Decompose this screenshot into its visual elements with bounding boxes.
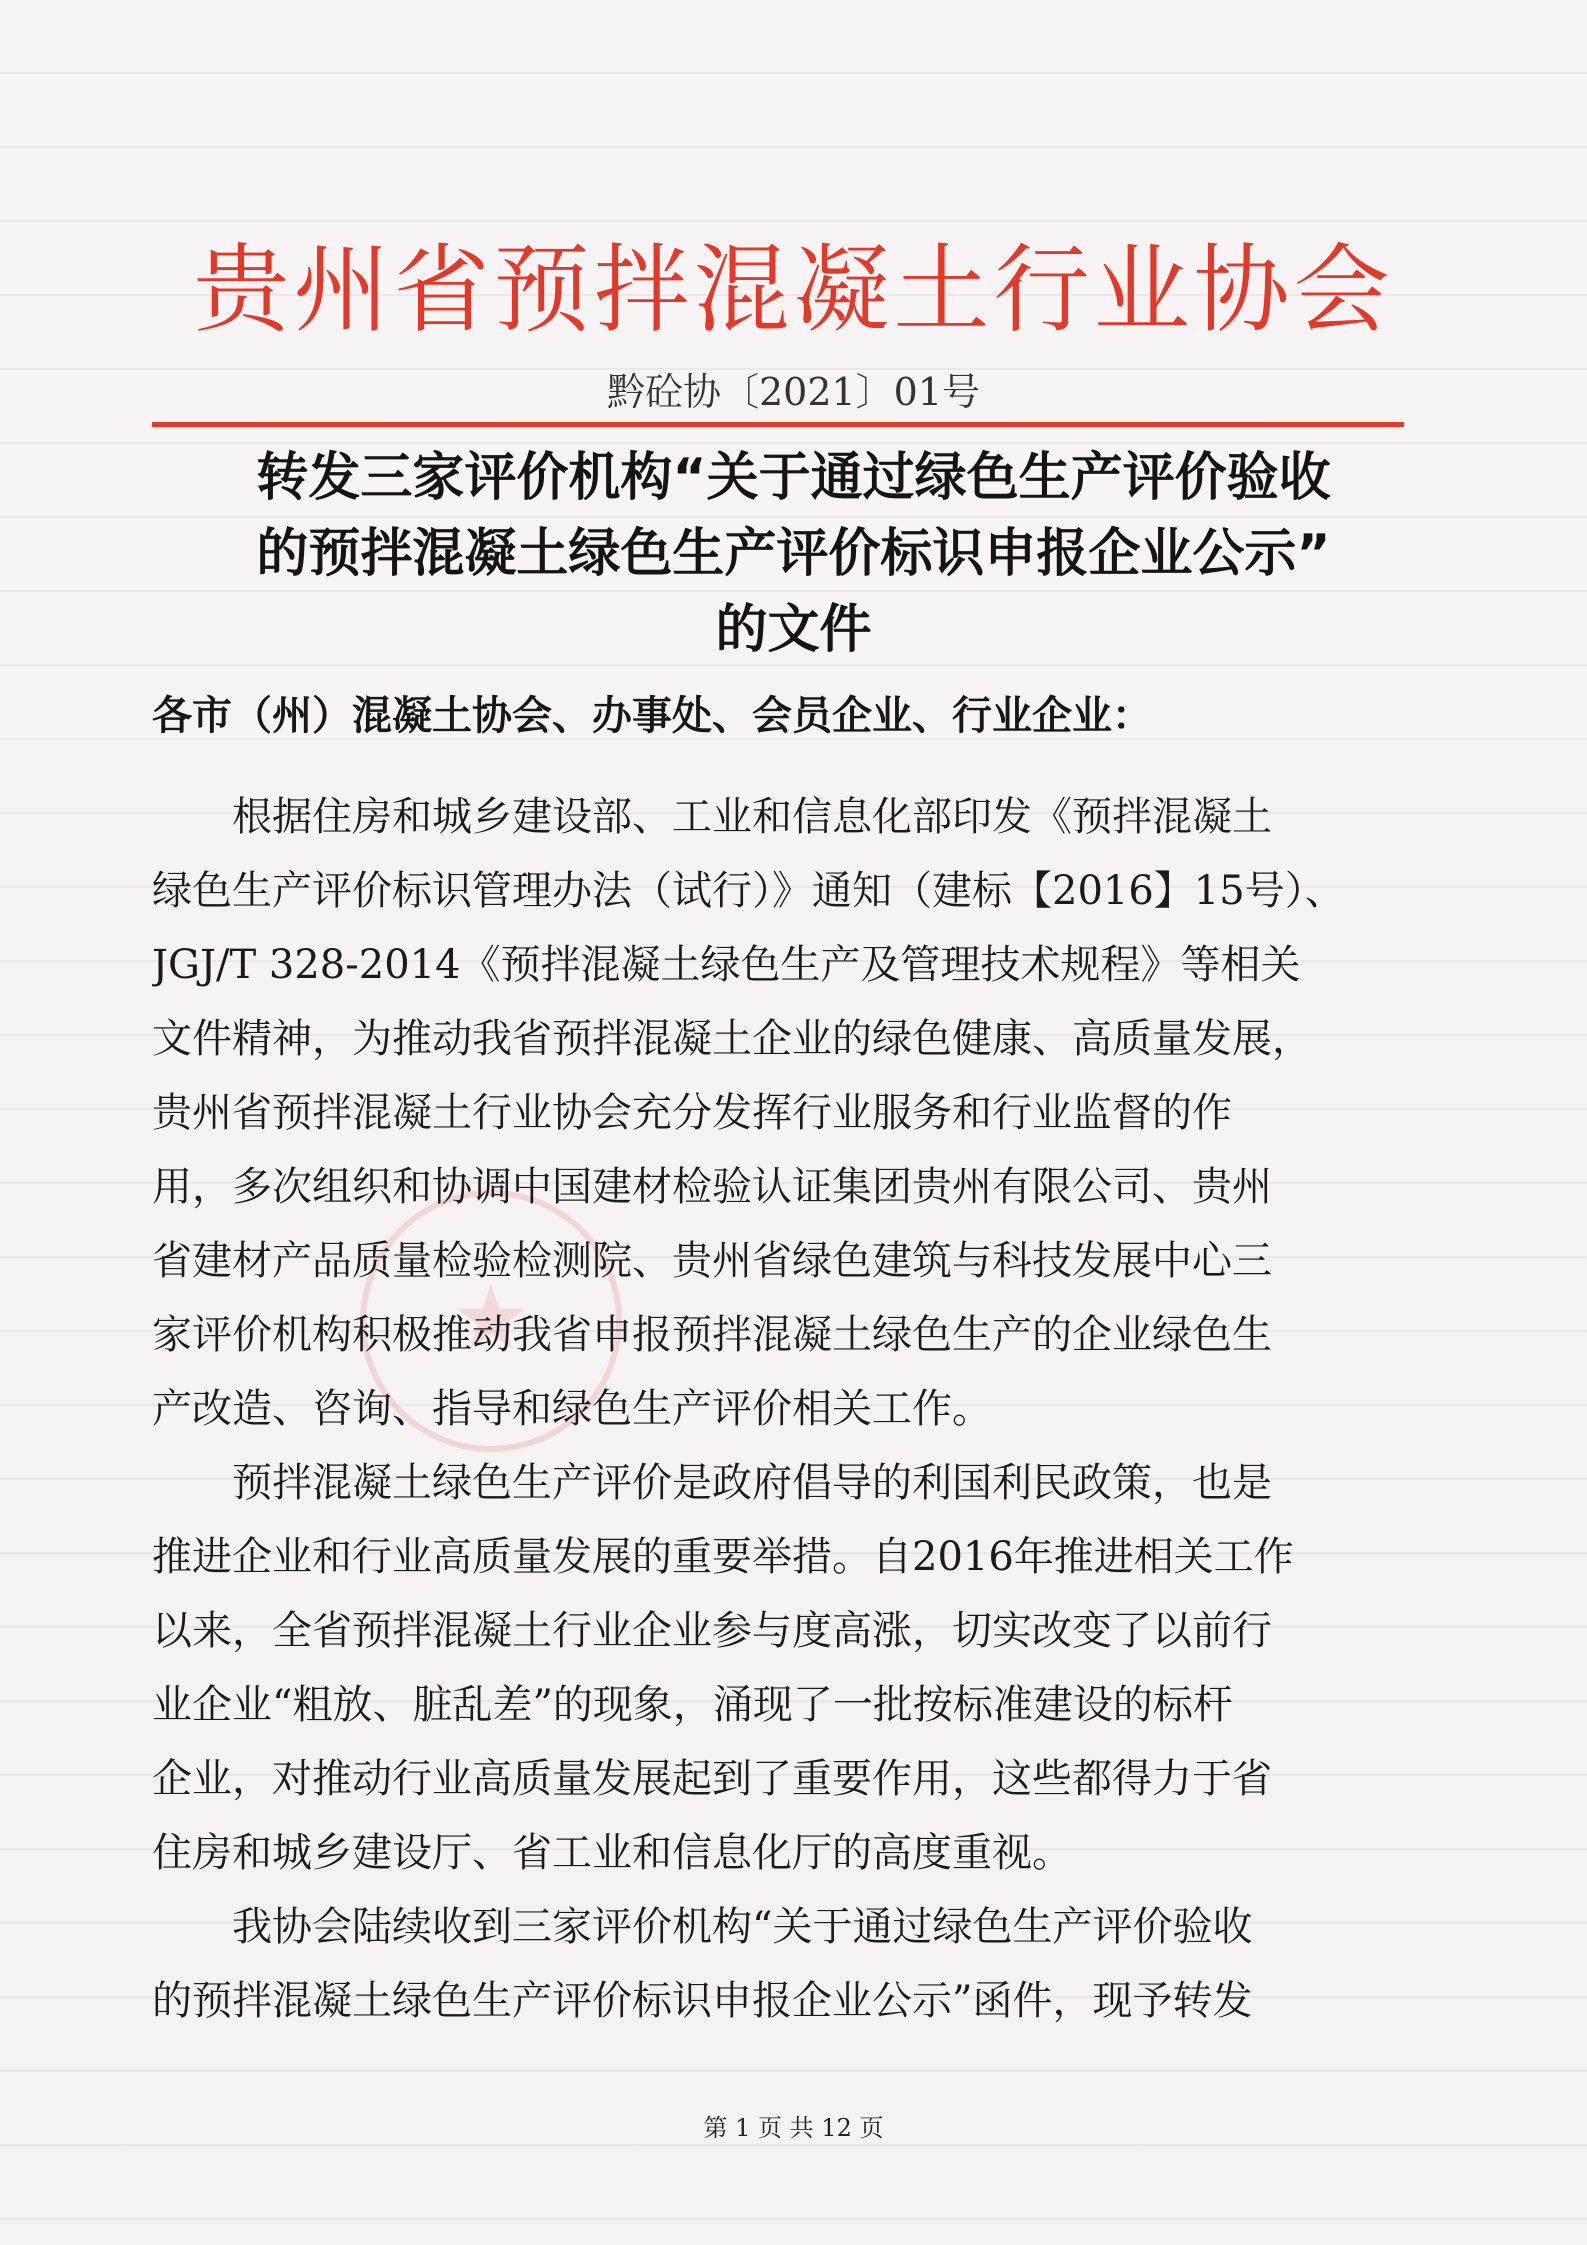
body-line: 业企业“粗放、脏乱差”的现象，涌现了一批按标准建设的标杆: [152, 1682, 1233, 1728]
body-line: 绿色生产评价标识管理办法（试行）》通知（建标【2016】15号）、: [152, 868, 1345, 914]
body-line: 文件精神，为推动我省预拌混凝土企业的绿色健康、高质量发展，: [152, 1016, 1312, 1062]
body-line: 根据住房和城乡建设部、工业和信息化部印发《预拌混凝土: [152, 794, 1272, 840]
body-line: 产改造、咨询、指导和绿色生产评价相关工作。: [152, 1386, 992, 1432]
title-line: 的预拌混凝土绿色生产评价标识申报企业公示”: [256, 524, 1331, 584]
body-line: 预拌混凝土绿色生产评价是政府倡导的利国利民政策，也是: [152, 1460, 1272, 1506]
body-line: 住房和城乡建设厅、省工业和信息化厅的高度重视。: [152, 1830, 1072, 1876]
body-line: 以来，全省预拌混凝土行业企业参与度高涨，切实改变了以前行: [152, 1608, 1272, 1654]
red-divider-line: [152, 422, 1404, 427]
body-line: 贵州省预拌混凝土行业协会充分发挥行业服务和行业监督的作: [152, 1090, 1232, 1136]
body-line: 企业，对推动行业高质量发展起到了重要作用，这些都得力于省: [152, 1756, 1272, 1802]
document-number: 黔砼协〔2021〕01号: [606, 370, 981, 414]
body-line: 推进企业和行业高质量发展的重要举措。自2016年推进相关工作: [152, 1534, 1294, 1580]
body-line: 用，多次组织和协调中国建材检验认证集团贵州有限公司、贵州: [152, 1164, 1272, 1210]
document-body: [152, 780, 1404, 2038]
body-line: 家评价机构积极推动我省申报预拌混凝土绿色生产的企业绿色生: [152, 1312, 1272, 1358]
organization-header: 贵州省预拌混凝土行业协会: [193, 234, 1394, 346]
title-line: 转发三家评价机构“关于通过绿色生产评价验收: [256, 448, 1331, 508]
page-number-footer: 第 1 页 共 12 页: [703, 2114, 884, 2142]
salutation: 各市（州）混凝土协会、办事处、会员企业、行业企业：: [152, 693, 1152, 739]
body-line: 我协会陆续收到三家评价机构“关于通过绿色生产评价验收: [152, 1904, 1253, 1950]
body-line: 的预拌混凝土绿色生产评价标识申报企业公示”函件，现予转发: [152, 1978, 1253, 2024]
title-line: 的文件: [715, 600, 872, 660]
body-line: JGJ/T 328-2014《预拌混凝土绿色生产及管理技术规程》等相关: [152, 942, 1301, 988]
body-line: 省建材产品质量检验检测院、贵州省绿色建筑与科技发展中心三: [152, 1238, 1272, 1284]
document-title: [140, 440, 1447, 668]
